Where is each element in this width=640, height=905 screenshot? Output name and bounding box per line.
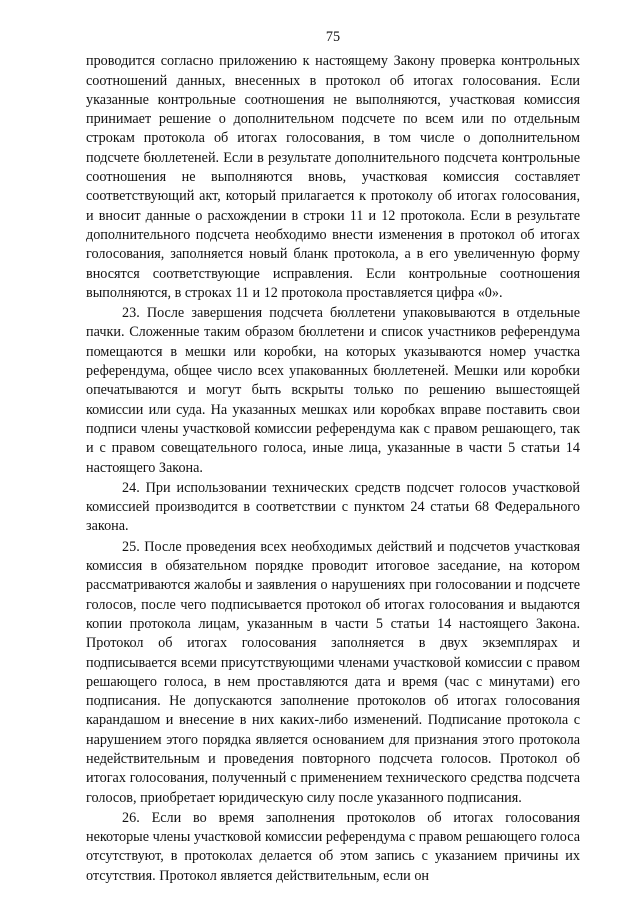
document-page bbox=[86, 28, 580, 886]
paragraph-continuation: проводится согласно приложению к настоящему Закону проверка контрольных соотношений данных, внесенных в протокол об итогах голосования. Если указанные контрольные соотношения не выполняются, участковая комиссия принимает решение о дополнительном подсчете по всем или по отдельным строкам протокола об итогах голосования, в том числе о дополнительном подсчете бюллетеней. Если в результате дополнительного подсчета контрольные соотношения не выполняются вновь, участковая комиссия составляет соответствующий акт, который прилагается к протоколу об итогах голосования, и вносит данные о расхождении в строки 11 и 12 протокола. Если в результате дополнительного подсчета необходимо внести изменения в протокол об итогах голосования, заполняется новый бланк протокола, а в его увеличенную форму вносятся соответствующие исправления. Если контрольные соотношения выполняются, в строках 11 и 12 протокола проставляется цифра «0». bbox=[86, 53, 580, 301]
paragraph-item-24: 24. При использовании технических средств подсчет голосов участковой комиссией производится в соответствии с пунктом 24 статьи 68 Федерального закона. bbox=[86, 479, 580, 535]
paragraph-item-25: 25. После проведения всех необходимых действий и подсчетов участковая комиссия в обязательном порядке проводит итоговое заседание, на котором рассматриваются жалобы и заявления о нарушениях при голосовании и подсчете голосов, после чего подписывается протокол об итогах голосования и выдаются копии протокола лицам, указанным в части 5 статьи 14 настоящего Закона. Протокол об итогах голосования заполняется в двух экземплярах и подписывается всеми присутствующими членами участковой комиссии с правом решающего голоса, в нем проставляются дата и время (час с минутами) его подписания. Не допускаются заполнение протоколов об итогах голосования карандашом и внесение в них каких-либо изменений. Подписание протокола с нарушением этого порядка является основанием для признания этого протокола недействительным и проведения повторного подсчета голосов. Протокол об итогах голосования, полученный с применением технического средства подсчета голосов, приобретает юридическую силу после указанного подписания. bbox=[86, 538, 580, 806]
paragraph-item-26: 26. Если во время заполнения протоколов об итогах голосования некоторые члены участковой комиссии референдума с правом решающего голоса отсутствуют, в протоколах делается об этом запись с указанием причины их отсутствия. Протокол является действительным, если он bbox=[86, 809, 580, 884]
page-number: 75 bbox=[325, 29, 341, 45]
paragraph-item-23: 23. После завершения подсчета бюллетени упаковываются в отдельные пачки. Сложенные таким образом бюллетени и список участников референдума помещаются в мешки или коробки, на которых указываются номер участка референдума, общее число всех упакованных бюллетеней. Мешки или коробки опечатываются и могут быть вскрыты только по решению вышестоящей комиссии или суда. На указанных мешках или коробках вправе поставить свои подписи члены участковой комиссии референдума как с правом решающего, так и с правом совещательного голоса, иные лица, указанные в части 5 статьи 14 настоящего Закона. bbox=[86, 305, 580, 476]
